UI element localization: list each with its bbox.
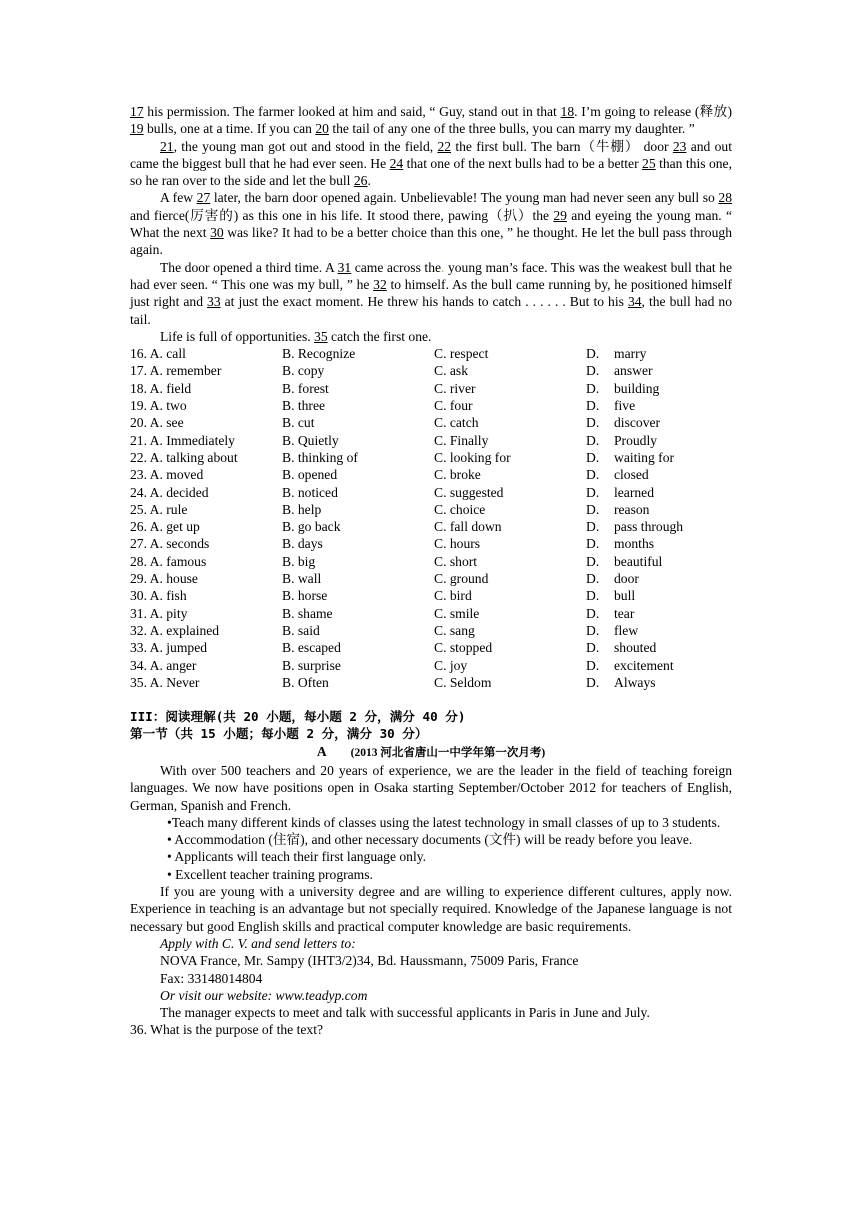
option-d-letter: D. bbox=[586, 605, 600, 621]
option-d-text: closed bbox=[614, 467, 649, 483]
blank-25: 25 bbox=[642, 155, 656, 171]
option-d-text: bull bbox=[614, 588, 636, 604]
option-row bbox=[130, 380, 732, 397]
option-d-text: shouted bbox=[614, 640, 657, 656]
option-d-text: waiting for bbox=[614, 449, 675, 465]
option-c: C. Finally bbox=[434, 432, 489, 448]
option-d-text: months bbox=[614, 536, 655, 552]
option-a: 19. A. two bbox=[130, 398, 187, 414]
option-d bbox=[586, 432, 657, 449]
mailing-address: NOVA France, Mr. Sampy (IHT3/2)34, Bd. Haussmann, 75009 Paris, France bbox=[160, 953, 579, 969]
option-b: B. surprise bbox=[282, 657, 341, 673]
option-a: 21. A. Immediately bbox=[130, 432, 235, 448]
option-d bbox=[586, 639, 656, 656]
blank-30: 30 bbox=[210, 225, 224, 241]
option-d-letter: D. bbox=[586, 398, 600, 414]
option-d bbox=[586, 518, 683, 535]
blank-29: 29 bbox=[553, 207, 567, 223]
option-row bbox=[130, 605, 732, 622]
option-d-text: Proudly bbox=[614, 432, 658, 448]
option-d bbox=[586, 380, 659, 397]
bullet-3: • Applicants will teach their first language only. bbox=[167, 849, 427, 865]
option-row bbox=[130, 414, 732, 431]
option-row bbox=[130, 657, 732, 674]
option-d-letter: D. bbox=[586, 484, 600, 500]
option-d-letter: D. bbox=[586, 640, 600, 656]
option-d bbox=[586, 674, 656, 691]
option-d-letter: D. bbox=[586, 501, 600, 517]
option-d-text: tear bbox=[614, 605, 635, 621]
passage-paragraph-2: 21, the young man got out and stood in the field, 22 the first bull. The barn（牛棚） door 23 and out came the biggest bull that he had ever seen. He 24 that one of the next bulls had to be a better 25 than this one, so he ran over to the side and let the bull 26. bbox=[130, 138, 733, 189]
option-a: 24. A. decided bbox=[130, 484, 209, 500]
option-row bbox=[130, 362, 732, 379]
option-d-text: five bbox=[614, 398, 636, 414]
passage-source: (2013 河北省唐山一中学年第一次月考) bbox=[350, 746, 546, 759]
option-b: B. help bbox=[282, 501, 322, 517]
option-a: 32. A. explained bbox=[130, 622, 220, 638]
option-b: B. days bbox=[282, 536, 323, 552]
blank-26: 26 bbox=[353, 173, 368, 189]
option-b: B. said bbox=[282, 622, 320, 638]
option-d-letter: D. bbox=[586, 519, 600, 535]
option-d bbox=[586, 466, 649, 483]
option-d-letter: D. bbox=[586, 380, 600, 396]
option-d-text: flew bbox=[614, 622, 639, 638]
option-c: C. stopped bbox=[434, 640, 493, 656]
option-d bbox=[586, 553, 662, 570]
option-row bbox=[130, 432, 732, 449]
option-d-letter: D. bbox=[586, 415, 600, 431]
option-row bbox=[130, 501, 732, 518]
option-a: 18. A. field bbox=[130, 380, 192, 396]
option-a: 23. A. moved bbox=[130, 467, 204, 483]
option-d-letter: D. bbox=[586, 363, 600, 379]
option-d-letter: D. bbox=[586, 346, 600, 362]
option-d-text: Always bbox=[614, 674, 656, 690]
option-d-letter: D. bbox=[586, 571, 600, 587]
option-d-text: excitement bbox=[614, 657, 674, 673]
option-d-letter: D. bbox=[586, 553, 600, 569]
option-d-text: marry bbox=[614, 346, 647, 362]
option-c: C. Seldom bbox=[434, 674, 492, 690]
option-d-letter: D. bbox=[586, 432, 600, 448]
option-d-text: discover bbox=[614, 415, 661, 431]
blank-19: 19 bbox=[130, 121, 144, 137]
option-b: B. thinking of bbox=[282, 449, 358, 465]
option-c: C. short bbox=[434, 553, 478, 569]
option-row bbox=[130, 622, 732, 639]
option-row bbox=[130, 553, 732, 570]
bullet-1: •Teach many different kinds of classes using the latest technology in small classes of up to 3 students. bbox=[167, 814, 721, 830]
option-c: C. ground bbox=[434, 571, 489, 587]
passage-paragraph-3: A few 27 later, the barn door opened again. Unbelievable! The young man had never seen any bull so 28 and fierce(厉害的) as this one in his life. It stood there, pawing（扒）the 29 and eyeing the young man. “ What the next 30 was like? It had to be a better choice than this one, ” he thought. He let the bull pass through again. bbox=[130, 190, 733, 258]
apply-instructions: Apply with C. V. and send letters to: bbox=[160, 935, 356, 951]
option-d-letter: D. bbox=[586, 674, 600, 690]
blank-21: 21 bbox=[160, 138, 174, 154]
option-row bbox=[130, 570, 732, 587]
ad-requirements: If you are young with a university degree and are willing to experience different cultures, apply now. Experience in teaching is an advantage but not specially required. Knowledge of the Japanese language is not necessary but good English skills and practical computer knowledge are basic requirements. bbox=[130, 884, 732, 934]
option-d bbox=[586, 605, 634, 622]
option-a: 30. A. fish bbox=[130, 588, 187, 604]
option-d-letter: D. bbox=[586, 536, 600, 552]
option-b: B. escaped bbox=[282, 640, 341, 656]
option-b: B. horse bbox=[282, 588, 328, 604]
document-page bbox=[130, 103, 732, 1039]
option-b: B. opened bbox=[282, 467, 338, 483]
option-d bbox=[586, 414, 660, 431]
option-d bbox=[586, 397, 635, 414]
blank-20: 20 bbox=[315, 121, 329, 137]
blank-31: 31 bbox=[337, 259, 352, 275]
option-a: 20. A. see bbox=[130, 415, 184, 431]
option-c: C. joy bbox=[434, 657, 468, 673]
option-b: B. shame bbox=[282, 605, 333, 621]
option-b: B. big bbox=[282, 553, 316, 569]
options-table bbox=[130, 345, 732, 691]
option-d-letter: D. bbox=[586, 467, 600, 483]
option-d bbox=[586, 362, 653, 379]
option-c: C. river bbox=[434, 380, 476, 396]
option-d bbox=[586, 570, 639, 587]
passage-paragraph-5: Life is full of opportunities. 35 catch the first one. bbox=[160, 328, 432, 344]
option-a: 26. A. get up bbox=[130, 519, 200, 535]
option-c: C. sang bbox=[434, 622, 475, 638]
option-d-letter: D. bbox=[586, 588, 600, 604]
option-row bbox=[130, 466, 732, 483]
blank-28: 28 bbox=[718, 190, 732, 206]
fax-number: Fax: 33148014804 bbox=[160, 970, 263, 986]
option-a: 17. A. remember bbox=[130, 363, 222, 379]
option-d bbox=[586, 449, 674, 466]
option-c: C. suggested bbox=[434, 484, 504, 500]
option-row bbox=[130, 639, 732, 656]
blank-23: 23 bbox=[672, 138, 687, 154]
option-b: B. Often bbox=[282, 674, 329, 690]
website-line: Or visit our website: www.teadyp.com bbox=[160, 987, 368, 1003]
blank-27: 27 bbox=[196, 190, 211, 206]
option-c: C. smile bbox=[434, 605, 480, 621]
bullet-2: • Accommodation (住宿), and other necessary documents (文件) will be ready before you leave. bbox=[167, 832, 693, 848]
option-d-letter: D. bbox=[586, 622, 600, 638]
ad-intro: With over 500 teachers and 20 years of experience, we are the leader in the field of teaching foreign languages. We now have positions open in Osaka starting September/October 2012 for teachers of English, German, Spanish and French. bbox=[130, 762, 732, 813]
section-title: III：阅读理解(共 20 小题，每小题 2 分，满分 40 分) bbox=[130, 709, 466, 725]
option-c: C. catch bbox=[434, 415, 479, 431]
option-c: C. bird bbox=[434, 588, 472, 604]
option-d-letter: D. bbox=[586, 657, 600, 673]
option-c: C. looking for bbox=[434, 449, 511, 465]
option-d-text: building bbox=[614, 380, 660, 396]
option-b: B. cut bbox=[282, 415, 315, 431]
option-d-text: beautiful bbox=[614, 553, 663, 569]
option-d-letter: D. bbox=[586, 449, 600, 465]
blank-33: 33 bbox=[207, 294, 221, 310]
option-b: B. Recognize bbox=[282, 346, 356, 362]
blank-22: 22 bbox=[437, 138, 452, 154]
blank-18: 18 bbox=[560, 104, 575, 119]
option-a: 22. A. talking about bbox=[130, 449, 238, 465]
option-d bbox=[586, 657, 674, 674]
option-d-text: pass through bbox=[614, 519, 684, 535]
option-a: 28. A. famous bbox=[130, 553, 207, 569]
option-a: 27. A. seconds bbox=[130, 536, 210, 552]
option-row bbox=[130, 397, 732, 414]
option-a: 34. A. anger bbox=[130, 657, 197, 673]
option-b: B. noticed bbox=[282, 484, 338, 500]
option-d-text: learned bbox=[614, 484, 654, 500]
option-d bbox=[586, 587, 635, 604]
option-d bbox=[586, 622, 638, 639]
option-d bbox=[586, 535, 654, 552]
question-36: 36. What is the purpose of the text? bbox=[130, 1022, 324, 1038]
option-row bbox=[130, 518, 732, 535]
option-c: C. broke bbox=[434, 467, 481, 483]
option-a: 35. A. Never bbox=[130, 674, 200, 690]
option-b: B. go back bbox=[282, 519, 341, 535]
option-d bbox=[586, 345, 646, 362]
option-a: 29. A. house bbox=[130, 571, 198, 587]
option-row bbox=[130, 535, 732, 552]
option-a: 16. A. call bbox=[130, 346, 186, 362]
blank-24: 24 bbox=[389, 155, 404, 171]
option-row bbox=[130, 674, 732, 691]
option-c: C. ask bbox=[434, 363, 468, 379]
orange-dot-mark: . bbox=[441, 259, 445, 275]
passage-paragraph-1: 17 his permission. The farmer looked at him and said, “ Guy, stand out in that 18. I’m going to release (释放) 19 bulls, one at a time. If you can 20 the tail of any one of the three bulls, you can marry my daughter. ” bbox=[130, 104, 732, 137]
option-row bbox=[130, 449, 732, 466]
option-row bbox=[130, 345, 732, 362]
option-c: C. hours bbox=[434, 536, 481, 552]
passage-label: A bbox=[316, 743, 327, 759]
option-b: B. wall bbox=[282, 571, 322, 587]
blank-32: 32 bbox=[373, 276, 387, 292]
passage-paragraph-4: The door opened a third time. A 31 came across the. young man’s face. This was the weakest bull that he had ever seen. “ This one was my bull, ” he 32 to himself. As the bull came running by, he positioned himself just right and 33 at just the exact moment. He threw his hands to catch . . . . . . But to his 34, the bull had no tail. bbox=[130, 259, 733, 327]
option-a: 25. A. rule bbox=[130, 501, 188, 517]
option-b: B. forest bbox=[282, 380, 329, 396]
option-row bbox=[130, 484, 732, 501]
blank-35: 35 bbox=[314, 328, 328, 344]
option-d-text: door bbox=[614, 571, 639, 587]
option-b: B. Quietly bbox=[282, 432, 339, 448]
section-part-title: 第一节（共 15 小题；每小题 2 分，满分 30 分） bbox=[130, 726, 428, 742]
blank-17: 17 bbox=[130, 104, 144, 119]
option-d-text: reason bbox=[614, 501, 650, 517]
option-row bbox=[130, 587, 732, 604]
option-a: 33. A. jumped bbox=[130, 640, 208, 656]
blank-34: 34 bbox=[627, 294, 642, 310]
option-c: C. fall down bbox=[434, 519, 502, 535]
option-b: B. copy bbox=[282, 363, 325, 379]
option-c: C. choice bbox=[434, 501, 486, 517]
option-c: C. respect bbox=[434, 346, 489, 362]
option-c: C. four bbox=[434, 398, 473, 414]
closing-line: The manager expects to meet and talk with successful applicants in Paris in June and July. bbox=[160, 1005, 650, 1021]
passage-a-header bbox=[130, 743, 732, 762]
option-d-text: answer bbox=[614, 363, 653, 379]
option-b: B. three bbox=[282, 398, 326, 414]
option-d bbox=[586, 484, 654, 501]
option-d bbox=[586, 501, 649, 518]
option-a: 31. A. pity bbox=[130, 605, 188, 621]
bullet-4: • Excellent teacher training programs. bbox=[167, 866, 373, 882]
